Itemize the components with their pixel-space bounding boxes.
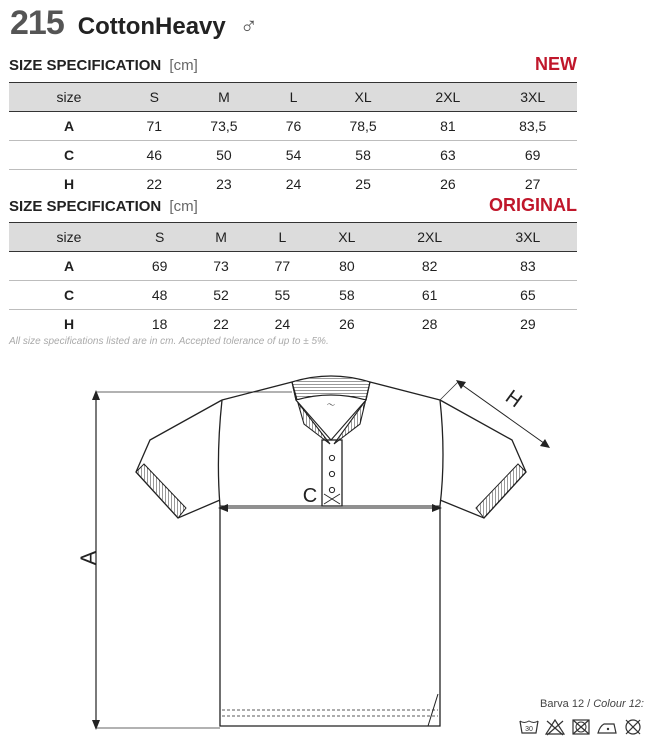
table-cell: 26 <box>339 316 355 332</box>
no-dry-clean-icon <box>622 718 644 736</box>
table-cell: 63 <box>407 141 488 170</box>
table-cell: 73,5 <box>180 112 269 141</box>
spec-new-title-text: SIZE SPECIFICATION <box>9 57 162 74</box>
header-cell: L <box>252 223 313 252</box>
spec-new-title <box>9 57 198 74</box>
no-bleach-icon <box>544 718 566 736</box>
table-row <box>9 170 577 199</box>
model-number: 215 <box>10 4 64 42</box>
table-cell: 29 <box>520 316 536 332</box>
colour-label-cz: Barva 12 <box>540 698 585 710</box>
table-cell: 65 <box>479 281 577 310</box>
wash-temp-label: 30 <box>525 726 533 733</box>
table-cell: 83 <box>479 252 577 281</box>
measure-a-line <box>92 390 292 730</box>
row-label: C <box>9 281 129 310</box>
table-cell: 76 <box>268 112 319 141</box>
label-a: A <box>76 550 101 566</box>
right-cuff-rib <box>476 464 526 518</box>
table-cell: 46 <box>129 141 180 170</box>
collar <box>292 376 370 444</box>
header-cell: size <box>9 223 129 252</box>
table-cell: 24 <box>285 176 302 192</box>
colour-label <box>540 698 644 710</box>
table-cell: 83,5 <box>488 112 577 141</box>
product-header <box>10 4 258 44</box>
table-cell: 69 <box>488 141 577 170</box>
table-cell: 69 <box>129 252 190 281</box>
row-label: A <box>9 112 129 141</box>
table-cell: 22 <box>213 316 229 332</box>
left-cuff-rib <box>136 464 186 518</box>
row-label: H <box>63 316 75 332</box>
header-cell: XL <box>319 83 408 112</box>
row-label: C <box>9 141 129 170</box>
size-table-new <box>9 82 577 198</box>
header-cell: M <box>190 223 251 252</box>
spec-original-title-text: SIZE SPECIFICATION <box>9 198 162 215</box>
brand-bird-icon: 〜 <box>326 400 336 410</box>
care-symbols <box>518 718 644 736</box>
spec-new-unit: [cm] <box>169 57 198 74</box>
table-cell: 81 <box>407 112 488 141</box>
table-cell: 55 <box>252 281 313 310</box>
header-cell: S <box>129 223 190 252</box>
header-cell: size <box>9 83 129 112</box>
table-cell: 26 <box>440 176 456 192</box>
table-header-row <box>9 83 577 112</box>
table-cell: 54 <box>268 141 319 170</box>
table-cell: 48 <box>129 281 190 310</box>
row-label: H <box>63 176 75 192</box>
table-cell: 50 <box>180 141 269 170</box>
table-cell: 23 <box>216 176 232 192</box>
iron-low-icon <box>596 718 618 736</box>
table-cell: 80 <box>313 252 380 281</box>
header-cell: M <box>180 83 269 112</box>
new-badge: NEW <box>535 54 577 74</box>
placket-buttons <box>329 455 334 492</box>
table-cell: 73 <box>190 252 251 281</box>
header-cell: L <box>268 83 319 112</box>
table-cell: 25 <box>355 176 371 192</box>
model-name: CottonHeavy <box>77 13 226 40</box>
table-row <box>9 252 577 281</box>
table-cell: 78,5 <box>319 112 408 141</box>
tolerance-footnote: All size specifications listed are in cm. Accepted tolerance of up to ± 5%. <box>9 336 329 347</box>
label-c: C <box>302 485 318 507</box>
colour-separator: / <box>584 698 594 710</box>
table-cell: 22 <box>146 176 163 192</box>
table-cell: 18 <box>151 316 168 332</box>
table-cell: 77 <box>252 252 313 281</box>
polo-shirt-diagram <box>0 360 664 740</box>
measure-c-line <box>218 504 442 512</box>
male-icon: ♂ <box>239 13 258 40</box>
table-row <box>9 141 577 170</box>
header-cell: 2XL <box>407 83 488 112</box>
table-cell: 82 <box>381 252 479 281</box>
header-cell: S <box>129 83 180 112</box>
row-label: A <box>9 252 129 281</box>
table-cell: 28 <box>421 316 438 332</box>
colour-label-en: Colour 12: <box>593 698 644 710</box>
table-cell: 58 <box>313 281 380 310</box>
header-cell: XL <box>313 223 380 252</box>
table-cell: 61 <box>381 281 479 310</box>
no-tumble-dry-icon <box>570 718 592 736</box>
spec-original-title <box>9 198 198 215</box>
table-row <box>9 310 577 339</box>
measure-h-line <box>440 380 550 448</box>
table-header-row <box>9 223 577 252</box>
table-row <box>9 112 577 141</box>
table-cell: 71 <box>129 112 180 141</box>
wash-30-icon <box>518 718 540 736</box>
original-badge: ORIGINAL <box>489 195 577 215</box>
spec-original-unit: [cm] <box>169 198 198 215</box>
header-cell: 2XL <box>381 223 479 252</box>
label-h: H <box>501 385 526 413</box>
table-cell: 27 <box>524 176 541 192</box>
table-cell: 24 <box>274 316 291 332</box>
table-cell: 58 <box>319 141 408 170</box>
placket-stitch <box>324 494 340 504</box>
table-cell: 52 <box>190 281 251 310</box>
header-cell: 3XL <box>488 83 577 112</box>
size-table-original <box>9 222 577 338</box>
table-row <box>9 281 577 310</box>
header-cell: 3XL <box>479 223 577 252</box>
